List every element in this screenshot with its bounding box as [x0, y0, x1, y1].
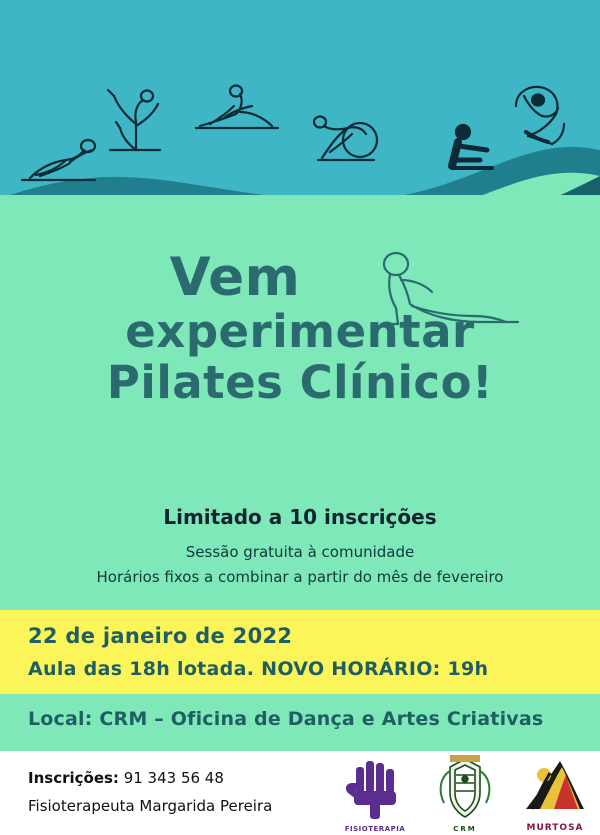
headline-line-2: experimentar	[125, 305, 475, 359]
highlight-band	[0, 610, 600, 694]
headline-line-1: Vem	[169, 247, 301, 308]
location-band	[0, 694, 600, 751]
crm-crest-logo	[420, 751, 510, 835]
headline-line-3: Pilates Clínico!	[106, 355, 494, 409]
fisioterapia-logo	[330, 751, 420, 835]
fisioterapia-logo-caption: FISIOTERAPIA	[344, 825, 406, 833]
free-session-text: Sessão gratuita à comunidade	[185, 543, 415, 561]
murtosa-logo-caption: MURTOSA	[526, 823, 584, 833]
event-date: 22 de janeiro de 2022	[28, 624, 293, 648]
schedule-text: Horários fixos a combinar a partir do mês de fevereiro	[96, 568, 504, 586]
therapist-name: Fisioterapeuta Margarida Pereira	[28, 797, 273, 815]
logo-row	[330, 751, 600, 835]
sub-info-block	[0, 505, 600, 593]
contact-line	[28, 769, 224, 787]
contact-phone: 91 343 56 48	[123, 769, 224, 787]
class-time-change: Aula das 18h lotada. NOVO HORÁRIO: 19h	[28, 658, 489, 680]
limit-text: Limitado a 10 inscrições	[163, 505, 437, 529]
pilates-figure-cobra-pose	[368, 240, 533, 340]
contact-label: Inscrições:	[28, 769, 119, 787]
crm-logo-caption: CRM	[453, 825, 477, 833]
murtosa-logo	[510, 751, 600, 835]
location-text: Local: CRM – Oficina de Dança e Artes Criativas	[28, 708, 544, 730]
